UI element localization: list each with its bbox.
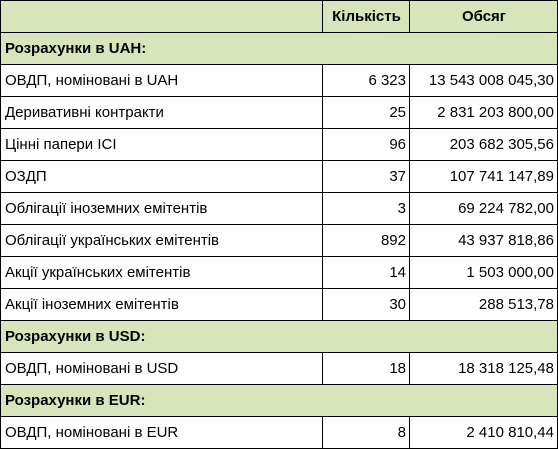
instrument-name-cell: Облігації іноземних емітентів [1,193,323,225]
table-row [1,193,558,225]
header-instrument [1,1,323,33]
table-row [1,417,558,449]
table-body [1,1,558,449]
volume-cell: 43 937 818,86 [410,225,558,257]
table-row [1,353,558,385]
instrument-name-cell: ОЗДП [1,161,323,193]
count-cell: 96 [323,129,410,161]
table-row [1,225,558,257]
volume-cell: 2 831 203 800,00 [410,97,558,129]
volume-cell: 107 741 147,89 [410,161,558,193]
count-cell: 14 [323,257,410,289]
table-row [1,289,558,321]
header-volume: Обсяг [410,1,558,33]
volume-cell: 288 513,78 [410,289,558,321]
count-cell: 37 [323,161,410,193]
instrument-name-cell: Акції українських емітентів [1,257,323,289]
section-row [1,385,558,417]
volume-cell: 18 318 125,48 [410,353,558,385]
instrument-name-cell: ОВДП, номіновані в USD [1,353,323,385]
instrument-name-cell: Акції іноземних емітентів [1,289,323,321]
table-row [1,257,558,289]
volume-cell: 13 543 008 045,30 [410,65,558,97]
volume-cell: 2 410 810,44 [410,417,558,449]
volume-cell: 69 224 782,00 [410,193,558,225]
instrument-name-cell: Деривативні контракти [1,97,323,129]
header-count: Кількість [323,1,410,33]
count-cell: 6 323 [323,65,410,97]
count-cell: 3 [323,193,410,225]
count-cell: 30 [323,289,410,321]
count-cell: 25 [323,97,410,129]
table-header-row [1,1,558,33]
volume-cell: 203 682 305,56 [410,129,558,161]
section-title: Розрахунки в UAH: [1,33,558,65]
table-row [1,161,558,193]
count-cell: 18 [323,353,410,385]
instrument-name-cell: ОВДП, номіновані в UAH [1,65,323,97]
section-title: Розрахунки в USD: [1,321,558,353]
count-cell: 8 [323,417,410,449]
table-row [1,129,558,161]
volume-cell: 1 503 000,00 [410,257,558,289]
table-row [1,65,558,97]
instrument-name-cell: Цінні папери ІСІ [1,129,323,161]
instrument-name-cell: Облігації українських емітентів [1,225,323,257]
count-cell: 892 [323,225,410,257]
section-row [1,33,558,65]
section-row [1,321,558,353]
section-title: Розрахунки в EUR: [1,385,558,417]
table-row [1,97,558,129]
instrument-name-cell: ОВДП, номіновані в EUR [1,417,323,449]
